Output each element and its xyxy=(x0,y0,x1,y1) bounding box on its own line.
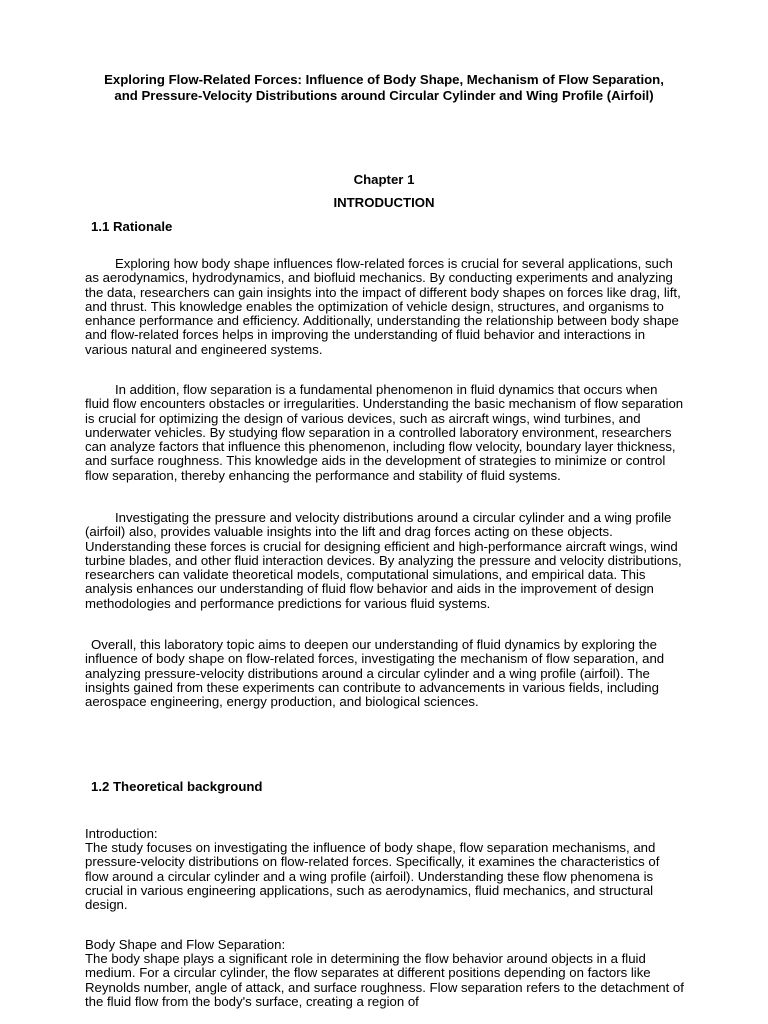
rationale-paragraph: Exploring how body shape influences flow-related forces is crucial for several applications, such as aerodynamics, hydrodynamics, and biofluid mechanics. By conducting experiments and analyzing the data, researchers can gain insights into the impact of different body shapes on forces like drag, lift, and thrust. This knowledge enables the optimization of vehicle design, structures, and organisms to enhance performance and efficiency. Additionally, understanding the relationship between body shape and flow-related forces helps in improving the understanding of fluid behavior and interactions in various natural and engineered systems. xyxy=(85,256,681,357)
chapter-title: INTRODUCTION xyxy=(333,195,435,210)
section-heading-rationale: 1.1 Rationale xyxy=(91,219,173,234)
subsection-label-body-shape: Body Shape and Flow Separation: xyxy=(85,937,286,952)
rationale-paragraph: In addition, flow separation is a fundamental phenomenon in fluid dynamics that occurs when fluid flow encounters obstacles or irregularities. Understanding the basic mechanism of flow separation is crucial for optimizing the design of various devices, such as aircraft wings, wind turbines, and underwater vehicles. By studying flow separation in a controlled laboratory environment, researchers can analyze factors that influence this phenomenon, including flow velocity, boundary layer thickness, and surface roughness. This knowledge aids in the development of strategies to minimize or control flow separation, thereby enhancing the performance and stability of fluid systems. xyxy=(85,382,684,483)
introduction-paragraph: The study focuses on investigating the influence of body shape, flow separation mechanisms, and pressure-velocity distributions on flow-related forces. Specifically, it examines the characteristics of flow around a circular cylinder and a wing profile (airfoil). Understanding these flow phenomena is crucial in various engineering applications, such as aerodynamics, fluid mechanics, and structural design. xyxy=(85,840,660,913)
document-title: Exploring Flow-Related Forces: Influence of Body Shape, Mechanism of Flow Separation, and Pressure-Velocity Distributions around Circular Cylinder and Wing Profile (Airfoil) xyxy=(104,72,664,103)
body-shape-paragraph: The body shape plays a significant role in determining the flow behavior around objects in a fluid medium. For a circular cylinder, the flow separates at different positions depending on factors like Reynolds number, angle of attack, and surface roughness. Flow separation refers to the detachment of the fluid flow from the body's surface, creating a region of xyxy=(85,951,684,1009)
section-heading-theoretical-background: 1.2 Theoretical background xyxy=(91,779,263,794)
chapter-number: Chapter 1 xyxy=(353,172,415,187)
rationale-paragraph: Investigating the pressure and velocity distributions around a circular cylinder and a wing profile (airfoil) also, provides valuable insights into the lift and drag forces acting on these objects. Understanding these forces is crucial for designing efficient and high-performance aircraft wings, wind turbine blades, and other fluid interaction devices. By analyzing the pressure and velocity distributions, researchers can validate theoretical models, computational simulations, and empirical data. This analysis enhances our understanding of fluid flow behavior and aids in the improvement of design methodologies and performance predictions for various fluid systems. xyxy=(85,510,682,611)
subsection-label-introduction: Introduction: xyxy=(85,826,158,841)
rationale-paragraph: Overall, this laboratory topic aims to deepen our understanding of fluid dynamics by exploring the influence of body shape on flow-related forces, investigating the mechanism of flow separation, and analyzing pressure-velocity distributions around a circular cylinder and a wing profile (airfoil). The insights gained from these experiments can contribute to advancements in various fields, including aerospace engineering, energy production, and biological sciences. xyxy=(85,637,665,710)
